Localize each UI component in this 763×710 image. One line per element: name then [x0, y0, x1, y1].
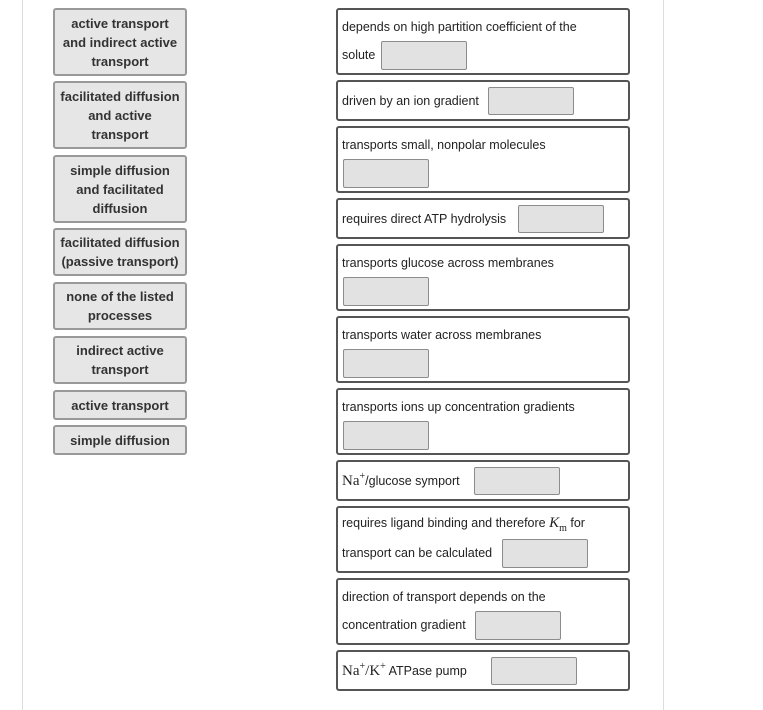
answer-tile[interactable] — [53, 425, 187, 455]
drop-zone[interactable] — [488, 87, 574, 115]
drop-zone[interactable] — [518, 205, 604, 233]
right-border-line — [663, 0, 664, 710]
drop-zone[interactable] — [343, 421, 429, 450]
tile-text: indirect active — [76, 343, 164, 358]
drop-zone[interactable] — [381, 41, 467, 70]
answer-tile[interactable] — [53, 336, 187, 384]
tile-text: and facilitated — [76, 181, 164, 197]
target-box — [336, 460, 630, 501]
target-box — [336, 198, 630, 239]
target-text: requires ligand binding and therefore $K_m$ for — [342, 515, 585, 534]
target-text: transport can be calculated — [342, 546, 493, 560]
target-box — [336, 578, 630, 645]
tile-text: transport — [91, 126, 149, 142]
target-text: transports ions up concentration gradients — [342, 400, 575, 414]
target-box — [336, 126, 630, 193]
answer-tile[interactable] — [53, 390, 187, 420]
target-text: transports glucose across membranes — [342, 256, 554, 270]
target-box — [336, 244, 630, 311]
drop-zone[interactable] — [502, 539, 588, 568]
drop-zone[interactable] — [343, 159, 429, 188]
target-text: solute — [342, 48, 376, 62]
tile-text: simple diffusion — [70, 162, 170, 178]
tile-text: diffusion — [92, 200, 148, 216]
answer-tile[interactable] — [53, 228, 187, 276]
symport-text: /glucose symport — [365, 474, 460, 488]
sodium-potassium-symbol: Na+/K+ — [342, 661, 386, 679]
drop-zone[interactable] — [491, 657, 577, 685]
tile-text: facilitated diffusion — [60, 88, 180, 104]
tile-text: and active — [88, 107, 152, 123]
target-text: requires direct ATP hydrolysis — [342, 212, 507, 226]
tile-text: processes — [87, 308, 153, 323]
target-text: transports small, nonpolar molecules — [342, 138, 546, 152]
target-box — [336, 506, 630, 573]
tile-text: (passive transport) — [61, 254, 179, 269]
answer-tile[interactable] — [53, 155, 187, 223]
km-symbol: $K_m$ — [549, 515, 567, 534]
pump-text: ATPase pump — [385, 664, 467, 678]
answer-tile[interactable] — [53, 8, 187, 76]
target-box — [336, 80, 630, 121]
sodium-symbol: Na+ — [342, 471, 366, 489]
target-text: depends on high partition coefficient of the — [342, 20, 577, 34]
tile-text: facilitated diffusion — [60, 235, 180, 250]
drop-zone[interactable] — [475, 611, 561, 640]
tile-text: transport — [91, 362, 149, 377]
target-text — [342, 661, 467, 680]
target-text: concentration gradient — [342, 618, 466, 632]
target-text: transports water across membranes — [342, 328, 542, 342]
tile-text: simple diffusion — [70, 432, 170, 448]
drop-zone[interactable] — [343, 277, 429, 306]
target-box — [336, 8, 630, 75]
target-text: driven by an ion gradient — [342, 94, 479, 108]
target-box — [336, 388, 630, 455]
target-box — [336, 650, 630, 691]
tile-text: none of the listed — [66, 289, 174, 304]
target-box — [336, 316, 630, 383]
tile-text: transport — [91, 53, 149, 69]
tile-text: active transport — [71, 15, 169, 31]
target-text: direction of transport depends on the — [342, 590, 546, 604]
drop-zone[interactable] — [343, 349, 429, 378]
tile-text: active transport — [71, 397, 169, 413]
answer-tile[interactable] — [53, 282, 187, 330]
tile-text: and indirect active — [62, 34, 178, 50]
drop-zone[interactable] — [474, 467, 560, 495]
left-border-line — [22, 0, 23, 710]
answer-tile[interactable] — [53, 81, 187, 149]
target-text — [342, 471, 460, 490]
